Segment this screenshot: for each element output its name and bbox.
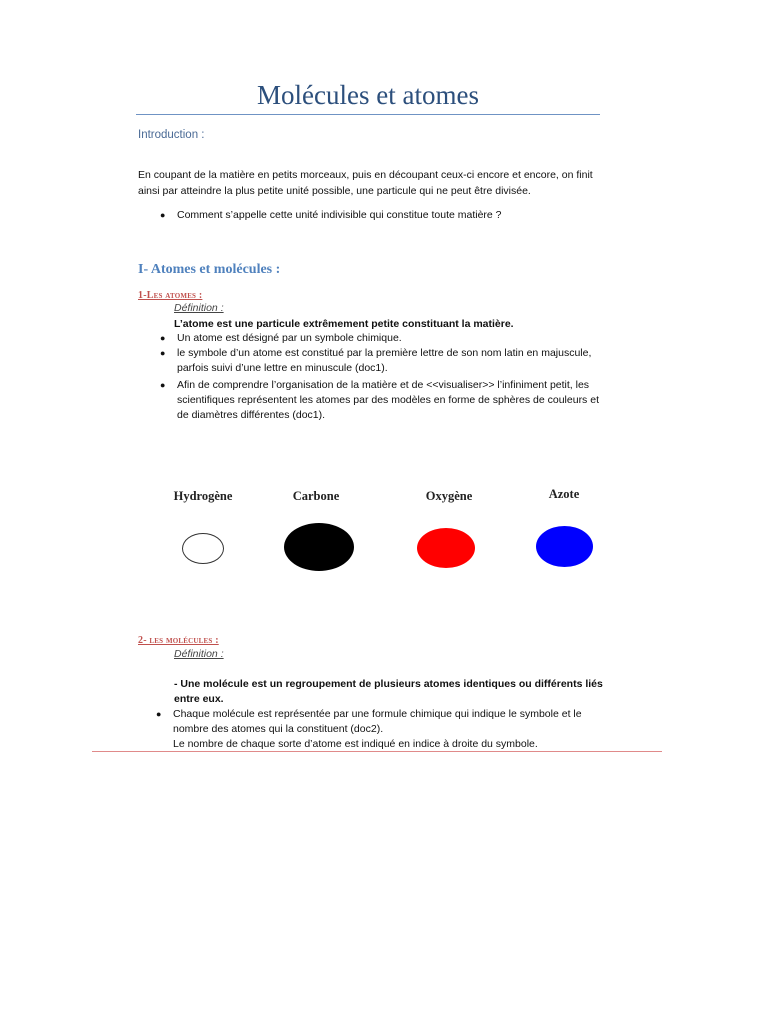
intro-paragraph (138, 167, 598, 199)
carbon-sphere (284, 523, 354, 571)
atoms-definition-label: Définition : (174, 302, 224, 314)
atom-label-nitrogen: Azote (548, 487, 580, 501)
list-item-line: Un atome est désigné par un symbole chimique. (177, 332, 402, 344)
list-item-line: parfois suivi d’une lettre en minuscule (doc1). (177, 362, 388, 374)
title-underline (136, 114, 600, 115)
section-heading: I- Atomes et molécules : (138, 262, 281, 277)
bullet-icon: ● (160, 348, 166, 358)
molecules-definition-label: Définition : (174, 648, 224, 660)
list-item-line: de diamètres différentes (doc1). (177, 409, 326, 421)
atom-bullet-list (160, 331, 600, 425)
atom-label-hydrogen: Hydrogène (173, 489, 233, 503)
molecules-subheading: 2- les molécules : (138, 635, 219, 646)
molecule-definition-line: entre eux. (174, 693, 224, 705)
bullet-icon: ● (160, 380, 166, 390)
list-item-line: scientifiques représentent les atomes par des modèles en forme de sphères de couleurs et (177, 394, 599, 406)
list-item (160, 378, 600, 425)
list-item-line: le symbole d’un atome est constitué par la première lettre de son nom latin en majuscule, (177, 347, 592, 359)
bullet-icon: ● (160, 333, 166, 343)
atom-definition: L’atome est une particule extrêmement petite constituant la matière. (174, 318, 514, 330)
page-title: Molécules et atomes (257, 80, 479, 110)
nitrogen-sphere (536, 526, 593, 567)
oxygen-sphere (417, 528, 475, 568)
atom-label-carbon: Carbone (292, 489, 340, 503)
list-item-line: Afin de comprendre l’organisation de la matière et de <<visualiser>> l’infiniment petit, les (177, 379, 590, 391)
molecule-definition-line: - Une molécule est un regroupement de plusieurs atomes identiques ou différents liés (174, 678, 603, 690)
list-item (160, 331, 600, 346)
molecule-bullet-line: Chaque molécule est représentée par une formule chimique qui indique le symbole et le (173, 708, 582, 720)
list-item (160, 346, 600, 378)
bullet-icon: ● (156, 709, 162, 719)
atom-label-oxygen: Oxygène (425, 489, 473, 503)
intro-paragraph-line: En coupant de la matière en petits morceaux, puis en découpant ceux-ci encore et encore, on finit (138, 169, 593, 181)
molecule-bullet-line: Le nombre de chaque sorte d’atome est indiqué en indice à droite du symbole. (173, 738, 538, 750)
molecule-bullet-line: nombre des atomes qui la constituent (doc2). (173, 723, 384, 735)
intro-question: Comment s’appelle cette unité indivisible qui constitue toute matière ? (177, 209, 502, 221)
atoms-subheading: 1-Les atomes : (138, 290, 203, 301)
intro-label: Introduction : (138, 129, 205, 141)
bullet-icon: ● (160, 210, 166, 220)
intro-paragraph-line: ainsi par atteindre la plus petite unité possible, une particule qui ne peut être divisée. (138, 185, 531, 197)
page-break-rule (92, 751, 662, 752)
hydrogen-sphere (182, 533, 224, 564)
